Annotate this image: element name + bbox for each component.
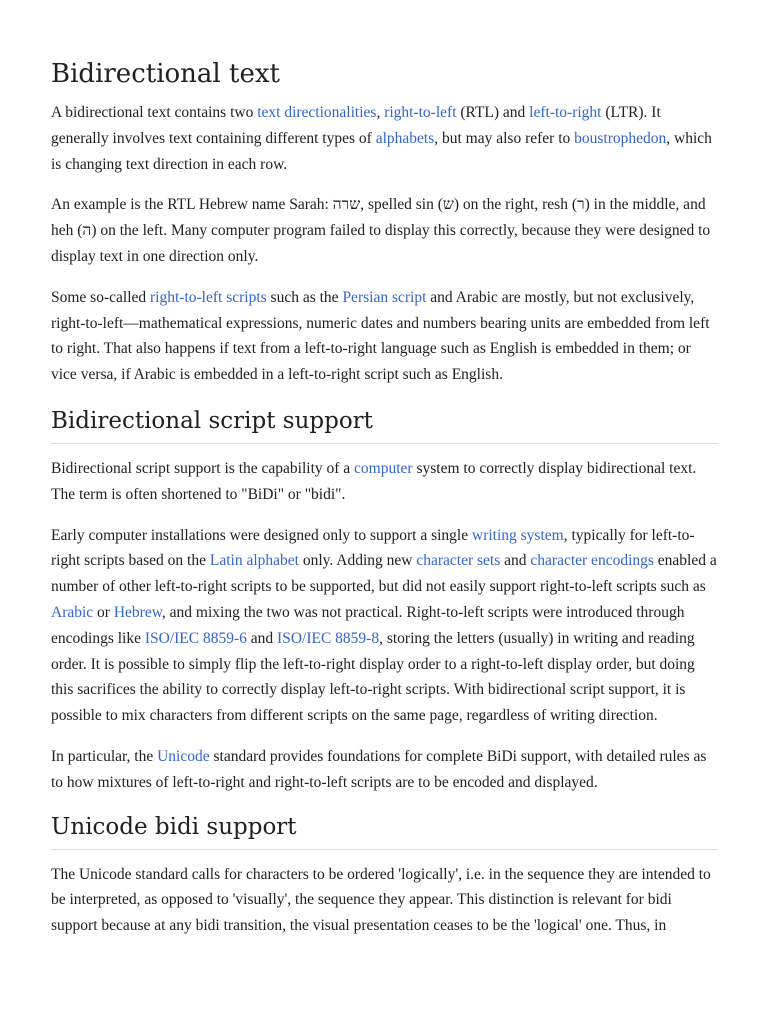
link-left-to-right[interactable]: left-to-right xyxy=(529,104,602,121)
text-run: system to correctly display bidirectional text. The term is often shortened to "BiDi" or "bidi". xyxy=(51,459,697,503)
link-writing-system[interactable]: writing system xyxy=(472,526,564,544)
text-run: The Unicode standard calls for characters to be ordered 'logically', i.e. in the sequence they are intended to be interpreted, as opposed to 'visually', the sequence they appear. This distinction is relevant for bidi support because at any bidi transition, the visual presentation ceases to be the 'logical' one. Thus, in xyxy=(51,865,711,935)
link-latin-alphabet[interactable]: Latin alphabet xyxy=(209,552,299,570)
text-run: , storing the letters (usually) in writing and reading order. It is possible to simply flip the left-to-right display order to a right-to-left display order, but doing this sacrifices the ability to correctly display left-to-right scripts. With bidirectional script support, it is possible to mix characters from different scripts on the same page, regardless of writing direction. xyxy=(51,629,695,725)
text-run: , xyxy=(376,104,385,121)
text-run: Bidirectional script support is the capability of a xyxy=(51,459,355,477)
link-unicode[interactable]: Unicode xyxy=(157,747,210,765)
text-run: , which is changing text direction in each row. xyxy=(51,129,712,173)
link-persian-script[interactable]: Persian script xyxy=(342,288,427,306)
text-run: Early computer installations were designed only to support a single xyxy=(51,526,472,544)
link-text-directionalities[interactable]: text directionalities xyxy=(257,104,377,121)
link-computer[interactable]: computer xyxy=(354,459,413,477)
link-right-to-left[interactable]: right-to-left xyxy=(384,104,457,121)
section-heading-unicode-bidi-support: Unicode bidi support xyxy=(51,812,718,850)
text-run: enabled a number of other left-to-right scripts to be supported, but did not easily support right-to-left scripts such as xyxy=(51,552,717,596)
sarah-example-paragraph xyxy=(51,192,718,269)
link-character-encodings[interactable]: character encodings xyxy=(530,552,654,570)
link-hebrew[interactable]: Hebrew xyxy=(113,603,162,621)
intro-paragraph xyxy=(51,100,718,177)
text-run: Some so-called xyxy=(51,288,151,306)
text-run: (RTL) and xyxy=(456,104,530,121)
text-run: and xyxy=(246,629,278,647)
text-run: and Arabic are mostly, but not exclusively, right-to-left—mathematical expressions, numeric dates and numbers bearing units are embedded from left to right. That also happens if text from a left-to-right language such as English is embedded in them; or vice versa, if Arabic is embedded in a left-to-right script such as English. xyxy=(51,288,710,384)
text-run: only. Adding new xyxy=(298,552,417,570)
unicode-foundations-paragraph xyxy=(51,744,718,796)
section-heading-bidirectional-script-support: Bidirectional script support xyxy=(51,406,718,444)
early-computers-paragraph xyxy=(51,523,718,729)
text-run: A bidirectional text contains two xyxy=(51,104,258,121)
unicode-ordering-paragraph xyxy=(51,862,718,939)
page-title: Bidirectional text xyxy=(51,59,280,89)
text-run: or xyxy=(93,603,114,621)
link-iso-iec-8859-6[interactable]: ISO/IEC 8859-6 xyxy=(144,629,247,647)
text-run: such as the xyxy=(266,288,343,306)
link-boustrophedon[interactable]: boustrophedon xyxy=(574,129,667,147)
text-run: and xyxy=(500,552,531,570)
text-run: , typically for left-to-right scripts based on the xyxy=(51,526,695,570)
rtl-scripts-paragraph xyxy=(51,285,718,388)
link-alphabets[interactable]: alphabets xyxy=(375,129,435,147)
link-iso-iec-8859-8[interactable]: ISO/IEC 8859-8 xyxy=(277,629,380,647)
link-character-sets[interactable]: character sets xyxy=(416,552,501,570)
text-run: In particular, the xyxy=(51,747,158,765)
text-run: , but may also refer to xyxy=(434,129,575,147)
bidi-definition-paragraph xyxy=(51,456,718,508)
link-right-to-left-scripts[interactable]: right-to-left scripts xyxy=(150,288,267,306)
text-run: standard provides foundations for complete BiDi support, with detailed rules as to how mixtures of left-to-right and right-to-left scripts are to be encoded and displayed. xyxy=(51,747,707,791)
article-content xyxy=(51,0,718,954)
text-run: , and mixing the two was not practical. Right-to-left scripts were introduced through encodings like xyxy=(51,603,685,647)
link-arabic[interactable]: Arabic xyxy=(51,603,94,621)
text-run: An example is the RTL Hebrew name Sarah: שרה, spelled sin (ש) on the right, resh (ר) in the middle, and heh (ה) on the left. Many computer program failed to display this correctly, because they were designed to display text in one direction only. xyxy=(51,196,711,265)
text-run: (LTR). It generally involves text containing different types of xyxy=(51,104,661,147)
